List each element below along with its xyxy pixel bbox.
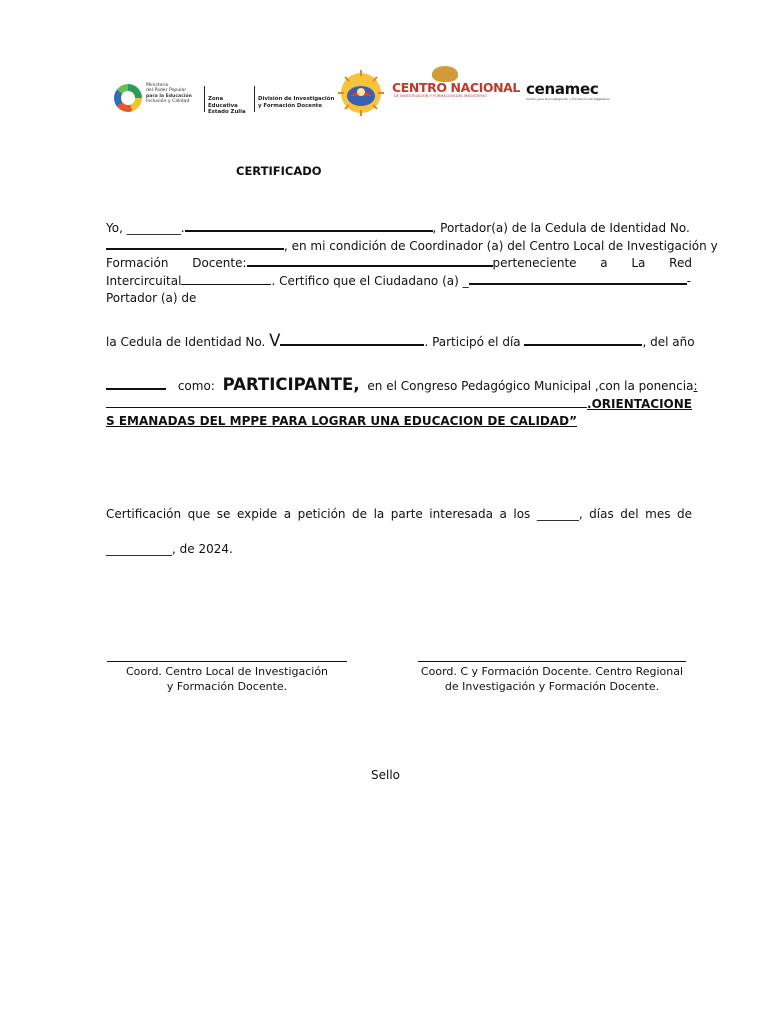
text-line	[106, 238, 718, 256]
division-text-1: División de Investigación	[258, 96, 335, 102]
text-line	[106, 255, 692, 273]
cenamec-logo: cenamec	[526, 80, 599, 98]
centro-nacional-logo	[388, 66, 520, 106]
right-signature-line	[418, 661, 686, 662]
red-text: Red	[669, 256, 692, 271]
logo-divider	[254, 86, 255, 112]
text-line	[106, 396, 692, 414]
ponencia-title-text: S EMANADAS DEL MPPE PARA LOGRAR UNA EDUCACION DE CALIDAD”	[106, 414, 578, 429]
main-paragraph	[106, 220, 718, 308]
formacion-text: Formación	[106, 256, 169, 271]
participante-text: PARTICIPANTE	[222, 375, 354, 394]
ministerio-text-3: para la Educación	[146, 93, 192, 99]
ponencia-text: con la ponencia	[598, 379, 694, 393]
portador-line: Portador (a) de	[106, 291, 197, 306]
sun-emblem-icon	[338, 70, 384, 116]
centro-nacional-title: CENTRO NACIONAL	[392, 80, 520, 95]
comma-text: ,	[353, 375, 360, 394]
condicion-text: , en mi condición de Coordinador (a) del Centro Local de Investigación y	[284, 238, 718, 253]
text-line	[106, 273, 692, 291]
zona-text-1: Zona Educativa	[208, 96, 238, 109]
left-signature-caption	[107, 664, 347, 694]
left-caption-2: y Formación Docente.	[166, 680, 288, 694]
docente-blank	[247, 255, 493, 267]
dia-blank	[524, 334, 642, 346]
text-line	[106, 375, 698, 396]
zona-text-2: Estado Zulia	[208, 109, 246, 116]
yo-text: Yo, _________.	[106, 221, 185, 235]
la-text: La	[631, 256, 646, 271]
participo-text: . Participó el día	[424, 335, 521, 349]
cedula-blank	[106, 238, 284, 250]
intercircuital-text: Intercircuital	[106, 273, 182, 288]
dash-text: -	[686, 273, 691, 288]
right-signature-caption	[412, 664, 692, 694]
certificacion-text: Certificación que se expide a petición de la parte interesada a los _______, días del mes de	[106, 507, 692, 521]
ministerio-text-2: del Poder Popular	[146, 88, 187, 94]
perteneciente-text: perteneciente	[492, 256, 577, 271]
text-line	[106, 220, 692, 238]
a-text: a	[600, 256, 608, 271]
cenamec-subtitle: Centro para la Investigación y Formación del Magisterio	[526, 97, 610, 101]
certificacion-paragraph	[106, 506, 692, 524]
header-logos	[112, 66, 612, 118]
v-text: V	[269, 331, 281, 350]
logo-divider	[204, 86, 205, 112]
portador-text: , Portador(a) de la Cedula de Identidad No.	[432, 221, 690, 235]
page-title: CERTIFICADO	[236, 164, 322, 178]
name-blank	[185, 220, 433, 232]
cedula-number-blank	[280, 334, 424, 346]
centro-nacional-subtitle: DE INVESTIGACIÓN Y FORMACIÓN DEL MAGISTERIO	[394, 94, 487, 98]
ministerio-emblem-icon	[114, 84, 142, 112]
colon-text: :	[693, 379, 698, 393]
como-text: como:	[177, 379, 215, 393]
right-caption-2: de Investigación y Formación Docente.	[444, 680, 660, 694]
congreso-text: en el Congreso Pedagógico Municipal ,	[367, 379, 599, 393]
cedula-text: la Cedula de Identidad No.	[106, 335, 266, 349]
ciudadano-blank	[469, 273, 687, 285]
ponencia-blank	[106, 397, 587, 408]
orientacione-text: .ORIENTACIONE	[587, 396, 692, 411]
cedula-line	[106, 332, 695, 352]
docente-text: Docente:	[192, 256, 247, 271]
certifico-text: . Certifico que el Ciudadano (a) _	[271, 273, 469, 288]
left-signature-line	[107, 661, 347, 662]
date-line: ___________, de 2024.	[106, 542, 233, 556]
como-blank	[106, 378, 166, 390]
ministerio-text-1: Ministerio	[146, 83, 169, 88]
participante-paragraph	[106, 375, 698, 431]
ministerio-text-4: Inclusión y Calidad	[146, 98, 190, 104]
division-text-2: y Formación Docente	[258, 102, 323, 109]
anio-text: , del año	[642, 335, 695, 349]
red-blank	[181, 274, 271, 285]
sello-label: Sello	[371, 768, 401, 782]
ministerio-logo	[112, 82, 335, 116]
left-caption-1: Coord. Centro Local de Investigación	[125, 665, 329, 678]
right-caption-1: Coord. C y Formación Docente. Centro Regional	[420, 665, 684, 678]
